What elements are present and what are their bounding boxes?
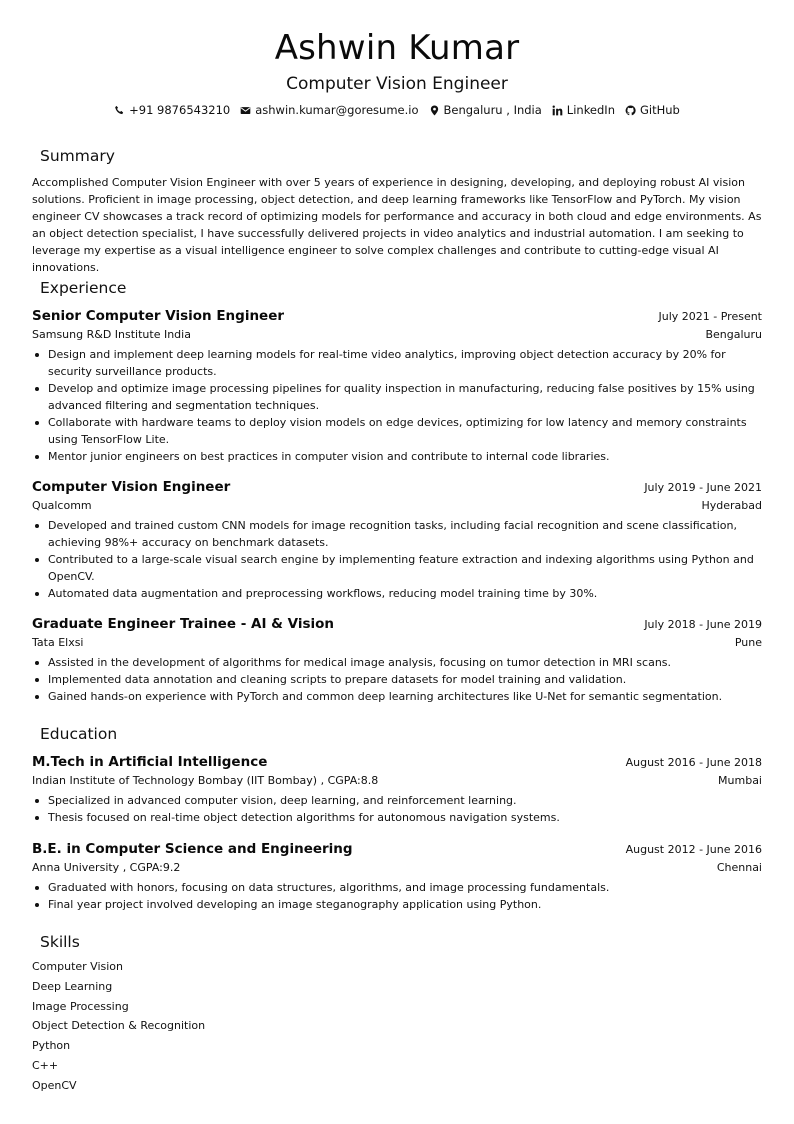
summary-heading: Summary [40,147,115,165]
skill-item: Image Processing [32,999,129,1013]
bullet-item: Assisted in the development of algorithms for medical image analysis, focusing on tumor detection in MRI scans. [32,654,762,671]
entry-bullets [32,517,762,602]
phone-icon [114,105,125,116]
phone-text: +91 9876543210 [129,103,231,117]
entry-bullets [32,346,762,465]
entry-title: Graduate Engineer Trainee - AI & Vision [32,616,335,632]
entry-location: Bengaluru [705,328,762,341]
entry-organization: Qualcomm [32,499,92,512]
location-pin-icon [429,105,440,116]
entry-location: Mumbai [718,774,762,787]
entry-organization: Samsung R&D Institute India [32,328,191,341]
contact-linkedin[interactable] [552,101,615,119]
education-heading: Education [40,725,118,743]
experience-heading: Experience [40,279,127,297]
candidate-name: Ashwin Kumar [274,28,520,68]
bullet-item: Specialized in advanced computer vision, deep learning, and reinforcement learning. [32,792,762,809]
entry-location: Chennai [716,861,762,874]
entry-dates: July 2021 - Present [658,310,762,323]
contact-phone[interactable] [114,101,230,119]
skill-item: Computer Vision [32,960,124,973]
experience-entry [32,614,762,705]
bullet-item: Developed and trained custom CNN models for image recognition tasks, including facial recognition and scene classification, achieving 98%+ accuracy on benchmark datasets. [32,517,762,551]
skill-item: Deep Learning [32,979,113,993]
bullet-item: Automated data augmentation and preprocessing workflows, reducing model training time by 30%. [32,585,762,602]
email-text: ashwin.kumar@goresume.io [255,103,419,117]
candidate-title: Computer Vision Engineer [286,74,508,94]
contact-location [429,101,542,119]
bullet-item: Contributed to a large-scale visual search engine by implementing feature extraction and indexing algorithms using Python and OpenCV. [32,551,762,585]
experience-entry [32,306,762,465]
contact-github[interactable] [625,101,680,119]
bullet-item: Gained hands-on experience with PyTorch and common deep learning architectures like U-Net for semantic segmentation. [32,688,762,705]
skill-item: Python [32,1039,71,1053]
skill-item: OpenCV [32,1078,77,1092]
entry-bullets [32,654,762,705]
entry-location: Hyderabad [701,499,762,512]
entry-organization: Tata Elxsi [32,636,84,649]
entry-organization: Indian Institute of Technology Bombay (IIT Bombay) , CGPA:8.8 [32,774,379,787]
entry-bullets [32,879,762,913]
skill-item: Object Detection & Recognition [32,1019,206,1033]
education-entry [32,839,762,913]
envelope-icon [240,105,251,116]
entry-dates: July 2019 - June 2021 [644,481,762,494]
github-link: GitHub [640,103,680,117]
entry-dates: July 2018 - June 2019 [644,618,762,631]
contact-bar [0,101,794,119]
bullet-item: Collaborate with hardware teams to deploy vision models on edge devices, optimizing for low latency and memory constraints using TensorFlow Lite. [32,414,762,448]
bullet-item: Design and implement deep learning models for real-time video analytics, improving object detection accuracy by 20% for security surveillance products. [32,346,762,380]
location-text: Bengaluru , India [443,103,542,117]
experience-entry [32,477,762,602]
bullet-item: Mentor junior engineers on best practices in computer vision and contribute to internal code libraries. [32,448,762,465]
skill-item: C++ [32,1058,59,1072]
bullet-item: Graduated with honors, focusing on data structures, algorithms, and image processing fundamentals. [32,879,762,896]
skills-list [32,957,205,1096]
entry-dates: August 2012 - June 2016 [625,843,762,856]
linkedin-link: LinkedIn [566,103,615,117]
github-icon [625,105,636,116]
entry-title: M.Tech in Artificial Intelligence [32,754,268,770]
entry-location: Pune [734,636,762,649]
bullet-item: Final year project involved developing an image steganography application using Python. [32,896,762,913]
bullet-item: Thesis focused on real-time object detection algorithms for autonomous navigation systems. [32,809,762,826]
summary-text: Accomplished Computer Vision Engineer with over 5 years of experience in designing, developing, and deploying robust AI vision solutions. Proficient in image processing, object detection, and deep learning frameworks like TensorFlow and PyTorch. My vision engineer CV showcases a track record of optimizing models for performance and accuracy in both cloud and edge environments. As an object detection specialist, I have successfully delivered projects in video analytics and industrial automation. I am seeking to leverage my expertise as a visual intelligence engineer to solve complex challenges and contribute to cutting-edge visual AI innovations. [32,176,762,274]
skills-heading: Skills [40,933,80,951]
entry-title: Senior Computer Vision Engineer [32,308,285,324]
entry-title: Computer Vision Engineer [32,479,231,495]
education-entry [32,752,762,826]
entry-dates: August 2016 - June 2018 [625,756,762,769]
entry-title: B.E. in Computer Science and Engineering [32,841,353,857]
entry-organization: Anna University , CGPA:9.2 [32,861,181,874]
contact-email[interactable] [240,101,418,119]
linkedin-icon [552,105,563,116]
entry-bullets [32,792,762,826]
bullet-item: Implemented data annotation and cleaning scripts to prepare datasets for model training and validation. [32,671,762,688]
bullet-item: Develop and optimize image processing pipelines for quality inspection in manufacturing, reducing false positives by 15% using advanced filtering and segmentation techniques. [32,380,762,414]
